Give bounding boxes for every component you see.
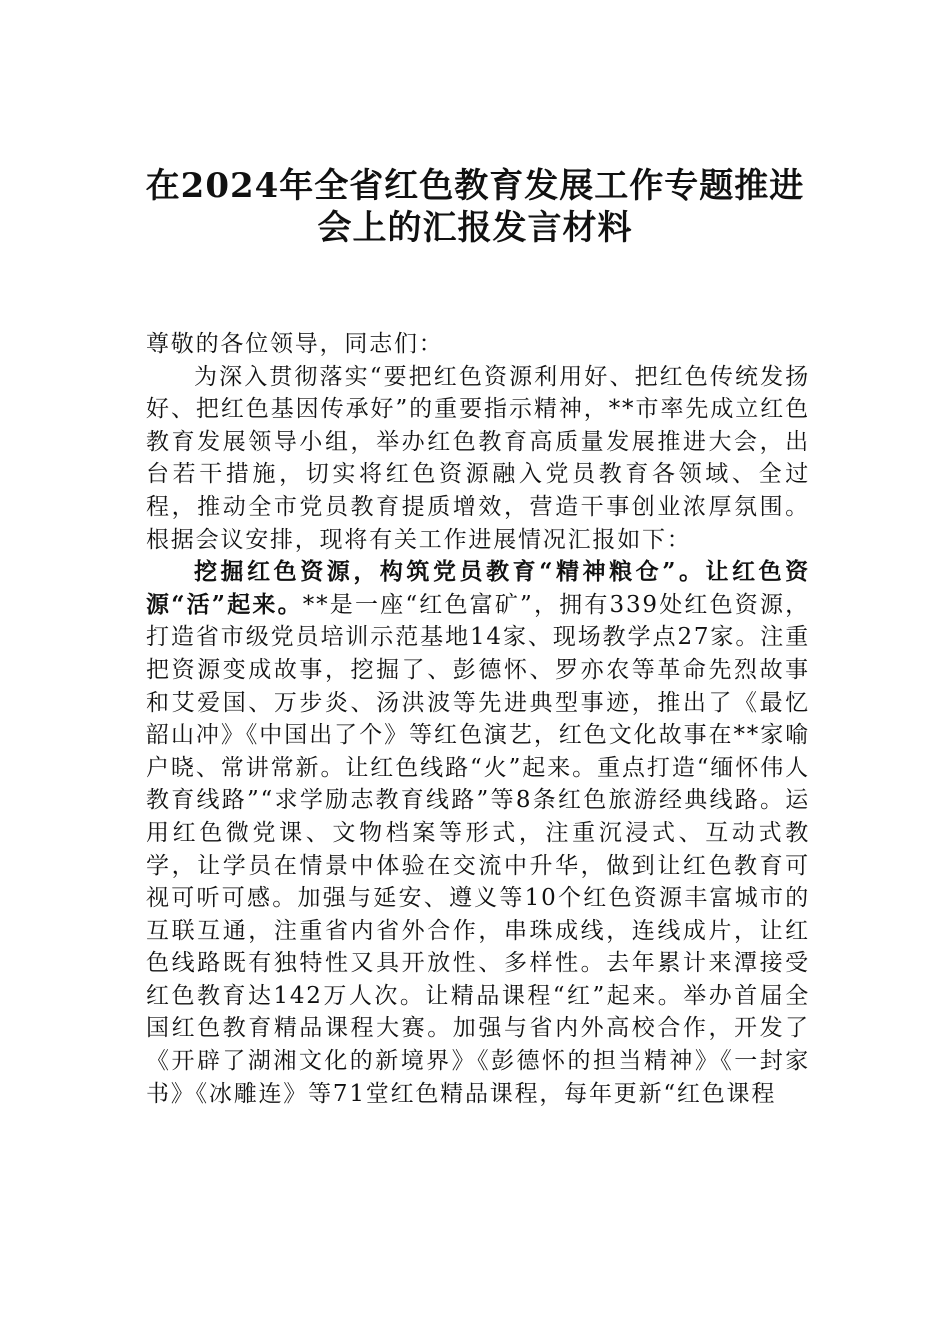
paragraph-lead-heading: 挖掘红色资源，构筑党员教育“精神粮仓”。让红色资源“活”起来。 — [146, 558, 810, 618]
document-title-line-2: 会上的汇报发言材料 — [317, 208, 633, 248]
document-title-line-1: 在2024年全省红色教育发展工作专题推进 — [145, 166, 805, 206]
paragraph-red-resources — [146, 556, 810, 1110]
document-body — [146, 328, 810, 1110]
paragraph-body-text: **是一座“红色富矿”，拥有339处红色资源，打造省市级党员培训示范基地14家、现场教学点27家。注重把资源变成故事，挖掘了、彭德怀、罗亦农等革命先烈故事和艾爱国、万步炎、汤洪波等先进典型事迹，推出了《最忆韶山冲》《中国出了个》等红色演艺，红色文化故事在**家喻户晓、常讲常新。让红色线路“火”起来。重点打造“缅怀伟人教育线路”“求学励志教育线路”等8条红色旅游经典线路。运用红色微党课、文物档案等形式，注重沉浸式、互动式教学，让学员在情景中体验在交流中升华，做到让红色教育可视可听可感。加强与延安、遵义等10个红色资源丰富城市的互联互通，注重省内省外合作，串珠成线，连线成片，让红色线路既有独特性又具开放性、多样性。去年累计来潭接受红色教育达142万人次。让精品课程“红”起来。举办首届全国红色教育精品课程大赛。加强与省内外高校合作，开发了《开辟了湖湘文化的新境界》《彭德怀的担当精神》《一封家书》《冰雕连》等71堂红色精品课程，每年更新“红色课程 — [146, 591, 810, 1107]
paragraph-intro: 为深入贯彻落实“要把红色资源利用好、把红色传统发扬好、把红色基因传承好”的重要指示精神，**市率先成立红色教育发展领导小组，举办红色教育高质量发展推进大会，出台若干措施，切实将红色资源融入党员教育各领域、全过程，推动全市党员教育提质增效，营造干事创业浓厚氛围。根据会议安排，现将有关工作进展情况汇报如下： — [146, 363, 810, 553]
salutation: 尊敬的各位领导，同志们： — [146, 331, 444, 357]
